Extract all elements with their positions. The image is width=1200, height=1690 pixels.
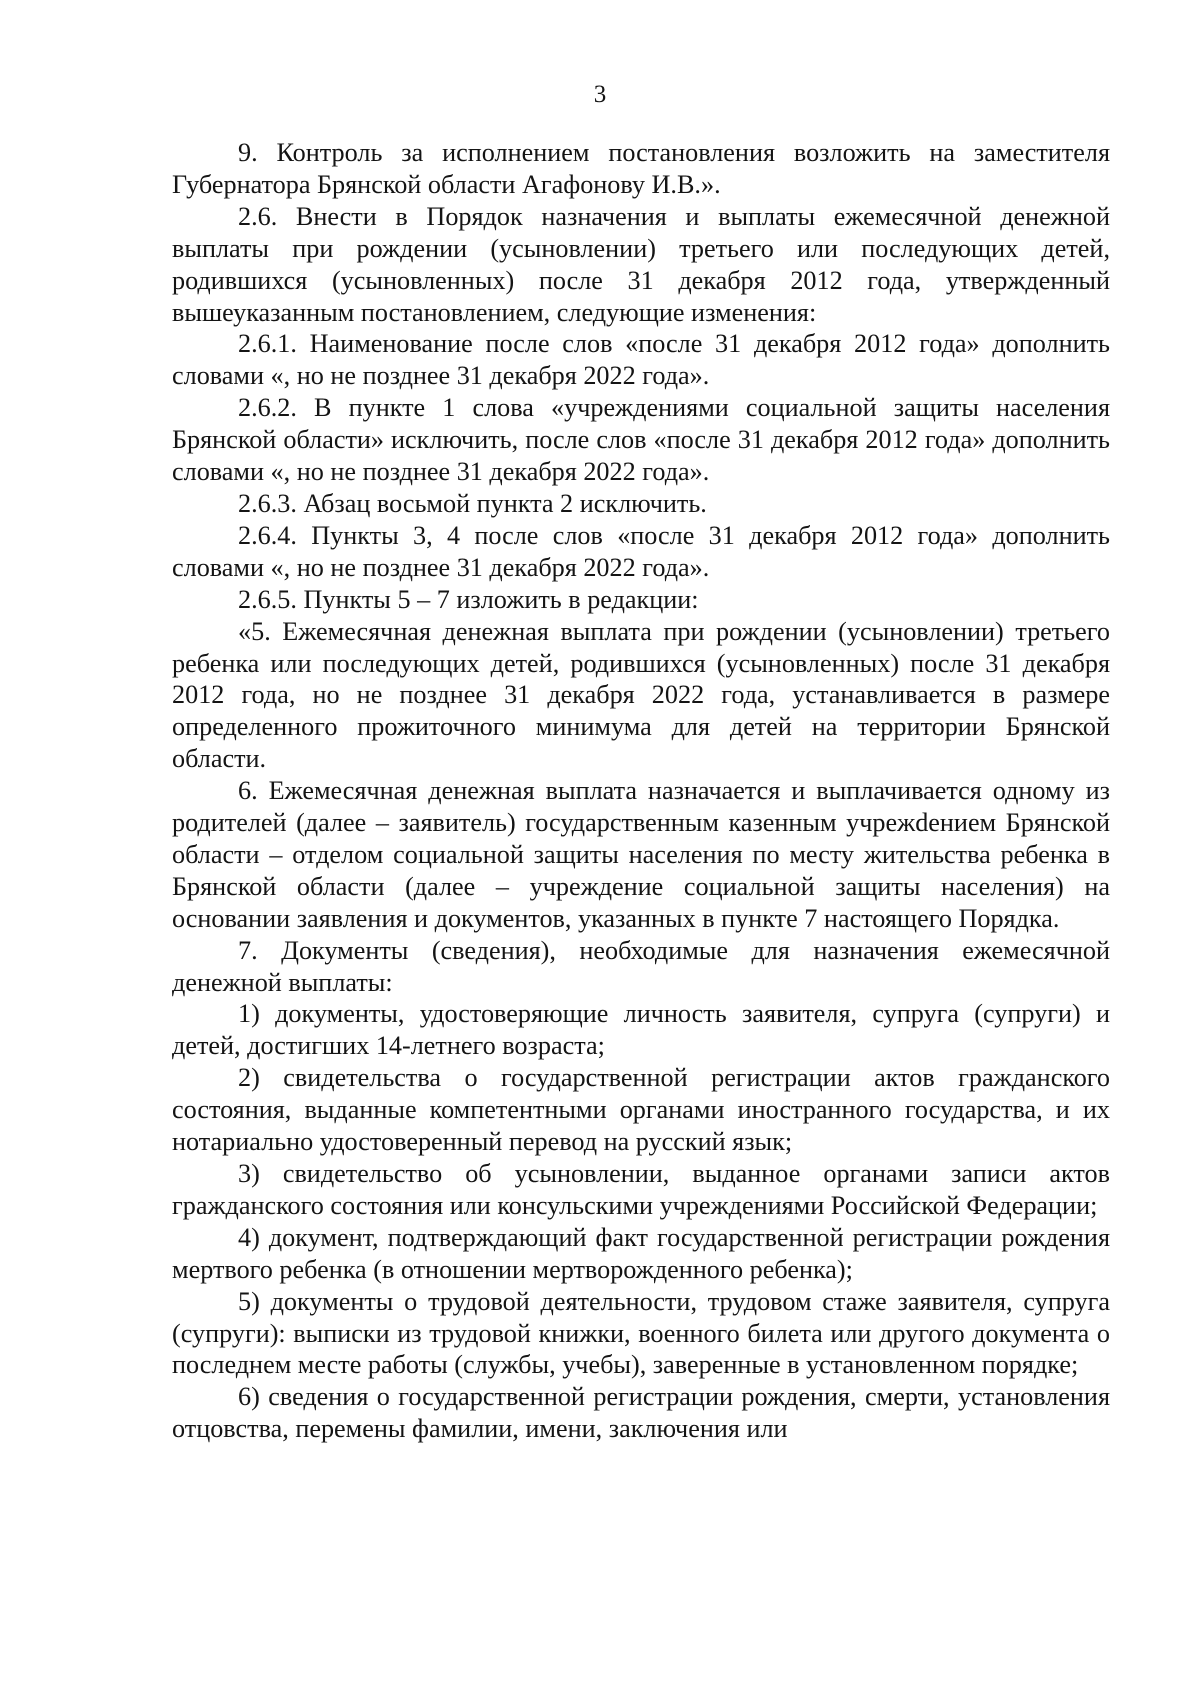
paragraph-2-6-5: 2.6.5. Пункты 5 – 7 изложить в редакции: [238,584,699,614]
paragraph-2-6-4: 2.6.4. Пункты 3, 4 после слов «после 31 декабря 2012 года» дополнить словами «, но не позднее 31 декабря 2022 года». [172,520,1110,582]
document-body [172,137,1110,1445]
list-item-1: 1) документы, удостоверяющие личность заявителя, супруга (супруги) и детей, достигших 14-летнего возраста; [172,999,1110,1061]
paragraph-item-7: 7. Документы (сведения), необходимые для назначения ежемесячной денежной выплаты: [172,935,1110,997]
paragraph-2-6-2: 2.6.2. В пункте 1 слова «учреждениями социальной защиты населения Брянской области» исключить, после слов «после 31 декабря 2012 года» дополнить словами «, но не позднее 31 декабря 2022 года». [172,393,1110,487]
list-item-3: 3) свидетельство об усыновлении, выданное органами записи актов гражданского состояния или консульскими учреждениями Российской Федерации; [172,1159,1110,1220]
paragraph-item-6: 6. Ежемесячная денежная выплата назначается и выплачивается одному из родителей (далее – заявитель) государственным казенным учрежdением Брянской области – отделом социальной защиты населения по месту жительства ребенка в Брянской области (далее – учреждение социальной защиты населения) на основании заявления и документов, указанных в пункте 7 настоящего Порядка. [172,776,1110,933]
list-item-6: 6) сведения о государственной регистрации рождения, смерти, установления отцовства, перемены фамилии, имени, заключения или [172,1382,1110,1444]
list-item-2: 2) свидетельства о государственной регистрации актов гражданского состояния, выданные компетентными органами иностранного государства, и их нотариально удостоверенный перевод на русский язык; [172,1063,1110,1157]
paragraph-2-6-3: 2.6.3. Абзац восьмой пункта 2 исключить. [238,488,707,518]
paragraph-item-5: «5. Ежемесячная денежная выплата при рождении (усыновлении) третьего ребенка или последующих детей, родившихся (усыновленных) после 31 декабря 2012 года, но не позднее 31 декабря 2022 года, устанавливается в размере определенного прожиточного минимума для детей на территории Брянской области. [172,616,1110,774]
list-item-4: 4) документ, подтверждающий факт государственной регистрации рождения мертвого ребенка (в отношении мертворожденного ребенка); [172,1222,1110,1284]
list-item-5: 5) документы о трудовой деятельности, трудовом стаже заявителя, супруга (супруги): выписки из трудовой книжки, военного билета или другого документа о последнем месте работы (службы, учебы), заверенные в установленном порядке; [172,1286,1110,1380]
page-number: 3 [593,81,607,108]
paragraph-control: 9. Контроль за исполнением постановления возложить на заместителя Губернатора Брянской области Агафонову И.В.». [172,138,1110,199]
paragraph-2-6-1: 2.6.1. Наименование после слов «после 31 декабря 2012 года» дополнить словами «, но не позднее 31 декабря 2022 года». [172,329,1110,391]
paragraph-2-6: 2.6. Внести в Порядок назначения и выплаты ежемесячной денежной выплаты при рождении (усыновлении) третьего или последующих детей, родившихся (усыновленных) после 31 декабря 2012 года, утвержденный вышеуказанным постановлением, следующие изменения: [172,201,1110,327]
